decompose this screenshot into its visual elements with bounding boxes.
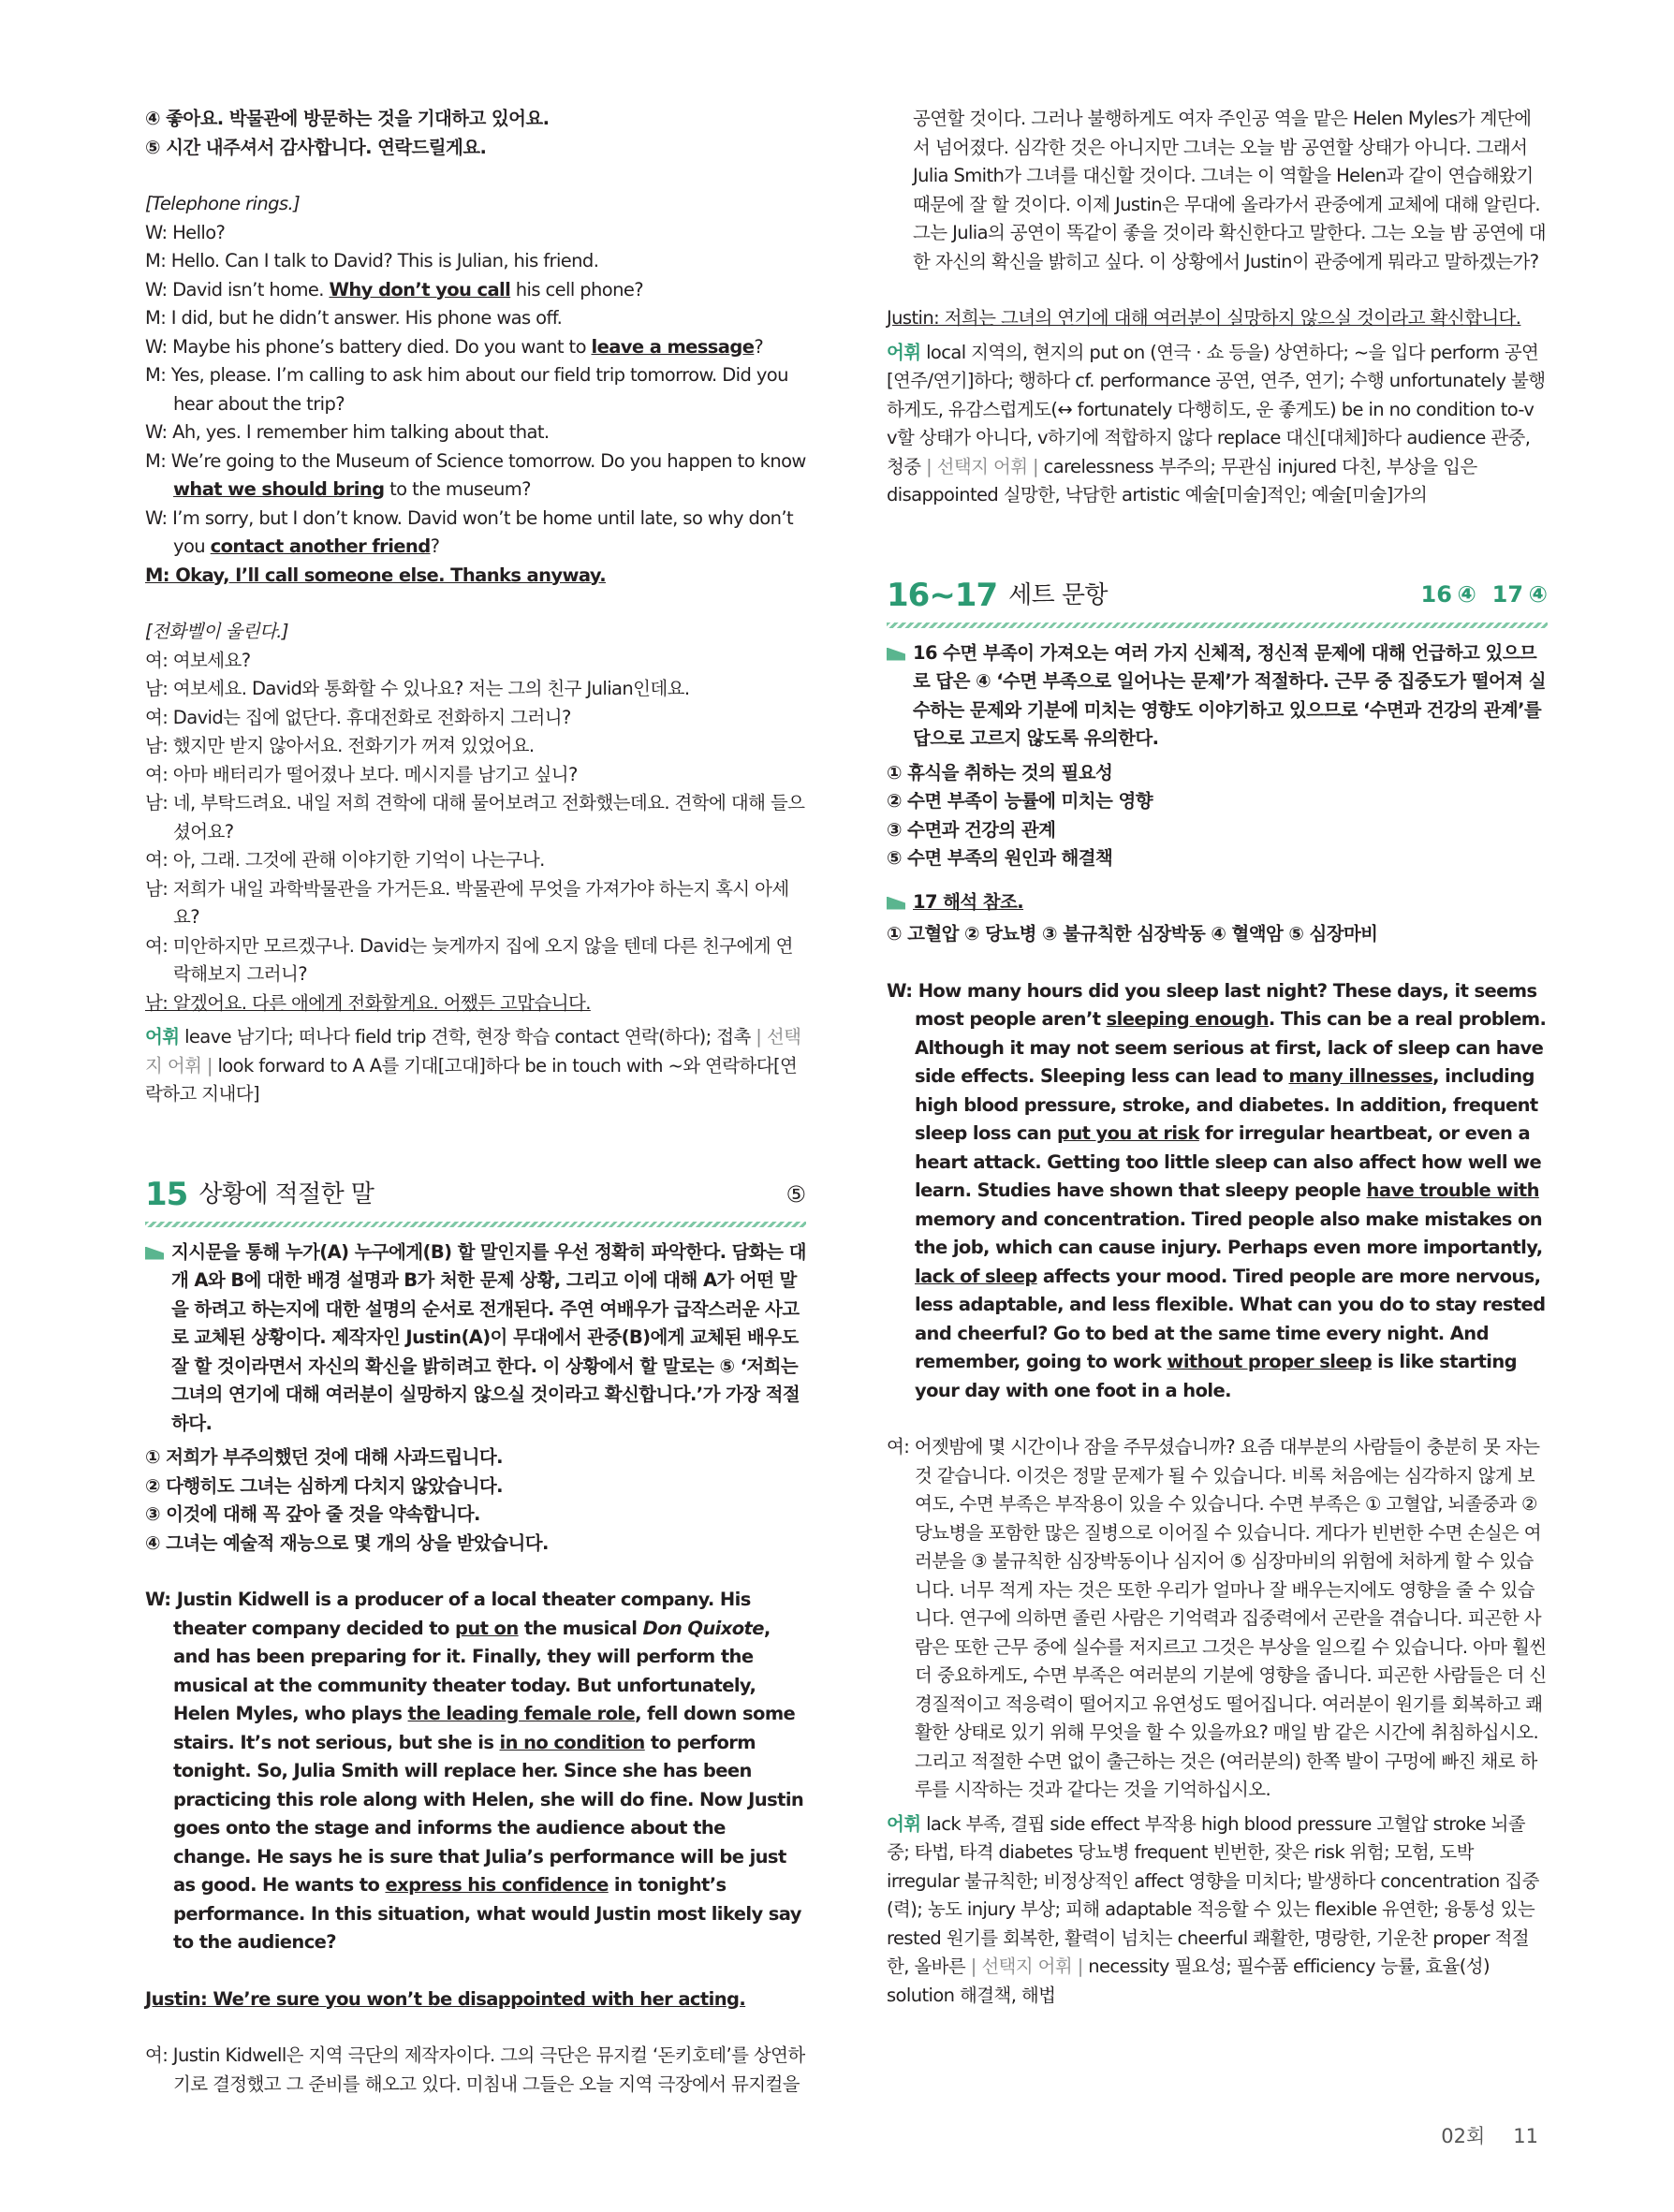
flag-icon: [887, 897, 905, 910]
section-number: 15: [145, 1176, 188, 1214]
translation-15-start: 여: Justin Kidwell은 지역 극단의 제작자이다. 그의 극단은 뮤지컬 ‘돈키호테’를 상연하기로 결정했고 그 준비를 해오고 있다. 미침내 그들은 오늘 지역 극장에서 뮤지컬을: [145, 2044, 805, 2095]
vocab-15: 어휘 local 지역의, 현지의 put on (연극 · 쇼 등을) 상연하다; ~을 입다 perform 공연[연주/연기]하다; 행하다 cf. performance 공연, 연주, 연기; 수행 unfortunately 불행하게도, 유감스럽게도(↔ fortunately 다행히도, 운 좋게도) be in no condition to-v v할 상태가 아니다, v하기에 적합하지 않다 replace 대신[대체]하다 audience 관중, 청중 | 선택지 어휘 | carelessness 부주의; 무관심 injured 다친, 부상을 입은 disappointed 실망한, 낙담한 artistic 예술[미술]적인; 예술[미술]가의: [887, 341, 1546, 505]
vocab-16-17: 어휘 lack 부족, 결핍 side effect 부작용 high blood pressure 고혈압 stroke 뇌졸중; 타법, 타격 diabetes 당뇨병 frequent 빈번한, 잦은 risk 위험; 모험, 도박 irregular 불규칙한; 비정상적인 affect 영향을 미치다; 발생하다 concentration 집중(력); 농도 injury 부상; 피해 adaptable 적응할 수 있는 flexible 유연한; 융통성 있는 rested 원기를 회복한, 활력이 넘치는 cheerful 쾌활한, 명랑한, 기운찬 proper 적절한, 올바른 | 선택지 어휘 | necessity 필요성; 필수품 efficiency 능률, 효율(성) solution 해결책, 해법: [887, 1812, 1539, 2006]
options-15: ① 저희가 부주의했던 것에 대해 사과드립니다. ② 다행히도 그녀는 심하게 다치지 않았습니다. ③ 이것에 대해 꼭 갚아 줄 것을 약속합니다. ④ 그녀는 예술적 재능으로 몇 개의 상을 받았습니다.: [145, 1446, 549, 1554]
explanation-15: 지시문을 통해 누가(A) 누구에게(B) 할 말인지를 우선 정확히 파악한다. 담화는 대개 A와 B에 대한 배경 설명과 B가 처한 문제 상황, 그리고 이에 대해 A가 어떤 말을 하려고 하는지에 대한 설명의 순서로 전개된다. 주연 여배우가 급작스러운 사고로 교체된 상황이다. 제작자인 Justin(A)이 무대에서 관중(B)에게 교체된 배우도 잘 할 것이라면서 자신의 확신을 밝히려고 한다. 이 상황에서 할 말로는 ⑤ ‘저희는 그녀의 연기에 대해 여러분이 실망하지 않으실 것이라고 확신합니다.’가 가장 적절하다.: [145, 1238, 806, 1439]
options-16: ① 휴식을 취하는 것의 필요성 ② 수면 부족이 능률에 미치는 영향 ③ 수면과 건강의 관계 ⑤ 수면 부족의 원인과 해결책: [887, 761, 1153, 869]
section-title: 세트 문항: [1008, 581, 1108, 610]
section-number: 16~17: [887, 577, 998, 615]
wavy-divider: [145, 1222, 806, 1227]
vocab-14: 어휘 leave 남기다; 떠나다 field trip 견학, 현장 학습 contact 연락(하다); 접촉 | 선택지 어휘 | look forward to A A를 기대[고대]하다 be in touch with ~와 연락하다[연락하고 지내다]: [145, 1026, 801, 1105]
option-5: ⑤ 시간 내주셔서 감사합니다. 연락드릴게요.: [145, 136, 487, 158]
section-answer: ⑤: [786, 1181, 806, 1209]
section-16-17-header: [887, 576, 1548, 617]
flag-icon: [145, 1247, 164, 1260]
explanation-17: 17 해석 참조.: [887, 888, 1548, 917]
translation-15-cont: 공연할 것이다. 그러나 불행하게도 여자 주인공 역을 맡은 Helen Myles가 계단에서 넘어졌다. 심각한 것은 아니지만 그녀는 오늘 밤 공연할 상태가 아니다. 그래서 Julia Smith가 그녀를 대신할 것이다. 그녀는 이 역할을 Helen과 같이 연습해왔기 때문에 잘 할 것이다. 이제 Justin은 무대에 올라가서 관중에게 교체에 대해 알린다. 그는 Julia의 공연이 똑같이 좋을 것이라 확신한다고 말한다. 그는 오늘 밤 공연에 대한 자신의 확신을 밝히고 싶다. 이 상황에서 Justin이 관중에게 뭐라고 말하겠는가?: [913, 108, 1547, 272]
script-15: W: Justin Kidwell is a producer of a local theater company. His theater company decided to put on the musical Don Quixote, and has been preparing for it. Finally, they will perform the musical at the community theater today. But unfortunately, Helen Myles, who plays the leading female role, fell down some stairs. It’s not serious, but she is in no condition to perform tonight. So, Julia Smith will replace her. Since she has been practicing this role along with Helen, she will do fine. Now Justin goes onto the stage and informs the audience about the change. He says he is sure that Julia’s performance will be just as good. He wants to express his confidence in tonight’s performance. In this situation, what would Justin most likely say to the audience?: [145, 1589, 804, 1953]
option-4: ④ 좋아요. 박물관에 방문하는 것을 기대하고 있어요.: [145, 108, 550, 129]
flag-icon: [887, 648, 905, 661]
justin-line-kr: Justin: 저희는 그녀의 연기에 대해 여러분이 실망하지 않으실 것이라고 확신합니다.: [887, 307, 1521, 329]
right-column: [887, 105, 1548, 2010]
chapter-label: 02회: [1441, 2125, 1486, 2147]
script-14: W: Hello? M: Hello. Can I talk to David? This is Julian, his friend. W: David isn’t home. Why don’t you call his cell phone? M: I did, but he didn’t answer. His phone was off. W: Maybe his phone’s battery died. Do you want to leave a message? M: Yes, please. I’m calling to ask him about our field trip tomorrow. Did you hear about the trip? W: Ah, yes. I remember him talking about that. M: We’re going to the Museum of Science tomorrow. Do you happen to know what we should bring to the museum? W: I’m sorry, but I don’t know. David won’t be home until late, so why don’t you contact another friend? M: Okay, I’ll call someone else. Thanks anyway.: [145, 221, 806, 586]
section-answers: 16 ④ 17 ④: [1420, 581, 1548, 608]
wavy-divider: [887, 623, 1548, 628]
translation-14: 여: 여보세요? 남: 여보세요. David와 통화할 수 있나요? 저는 그의 친구 Julian인데요. 여: David는 집에 없단다. 휴대전화로 전화하지 그러니? 남: 했지만 받지 않아서요. 전화기가 꺼져 있었어요. 여: 아마 배터리가 떨어졌나 보다. 메시지를 남기고 싶니? 남: 네, 부탁드려요. 내일 저희 견학에 대해 물어보려고 전화했는데요. 견학에 대해 들으셨어요? 여: 아, 그래. 그것에 관해 이야기한 기억이 나는구나. 남: 저희가 내일 과학박물관을 가거든요. 박물관에 무엇을 가져가야 하는지 혹시 아세요? 여: 미안하지만 모르겠구나. David는 늦게까지 집에 오지 않을 텐데 다른 친구에게 연락해보지 그러니? 남: 알겠어요. 다른 애에게 전화할게요. 어쨌든 고맙습니다.: [145, 649, 805, 1014]
translation-16-17: 여: 어젯밤에 몇 시간이나 잠을 주무셨습니까? 요즘 대부분의 사람들이 충분히 못 자는 것 같습니다. 이것은 정말 문제가 될 수 있습니다. 비록 처음에는 심각하지 않게 보여도, 수면 부족은 부작용이 있을 수 있습니다. 수면 부족은 ① 고혈압, 뇌졸중과 ② 당뇨병을 포함한 많은 질병으로 이어질 수 있습니다. 게다가 빈번한 수면 손실은 여러분을 ③ 불규칙한 심장박동이나 심지어 ⑤ 심장마비의 위험에 처하게 할 수 있습니다. 너무 적게 자는 것은 또한 우리가 얼마나 잘 배우는지에도 영향을 줄 수 있습니다. 연구에 의하면 졸린 사람은 기억력과 집중력에서 곤란을 겪습니다. 피곤한 사람은 또한 근무 중에 실수를 저지르고 그것은 부상을 일으킬 수 있습니다. 아마 훨씬 더 중요하게도, 수면 부족은 여러분의 기분에 영향을 줍니다. 피곤한 사람들은 더 신경질적이고 적응력이 떨어지고 유연성도 떨어집니다. 여러분이 원기를 회복하고 쾌활한 상태로 있기 위해 무엇을 할 수 있을까요? 매일 밤 같은 시간에 취침하십시오. 그리고 적절한 수면 없이 출근하는 것은 (여러분의) 한쪽 발이 구멍에 빠진 채로 하루를 시작하는 것과 같다는 것을 기억하십시오.: [887, 1436, 1547, 1800]
stage-direction: [Telephone rings.]: [145, 193, 301, 214]
left-column: [145, 105, 806, 2099]
stage-direction-kr: [전화벨이 울린다.]: [145, 621, 288, 642]
script-16-17: W: How many hours did you sleep last night? These days, it seems most people aren’t sleeping enough. This can be a real problem. Although it may not seem serious at first, lack of sleep can have side effects. Sleeping less can lead to many illnesses, including high blood pressure, stroke, and diabetes. In addition, frequent sleep loss can put you at risk for irregular heartbeat, or even a heart attack. Getting too little sleep can also affect how well we learn. Studies have shown that sleepy people have trouble with memory and concentration. Tired people also make mistakes on the job, which can cause injury. Perhaps even more importantly, lack of sleep affects your mood. Tired people are more nervous, less adaptable, and less flexible. What can you do to stay rested and cheerful? Go to bed at the same time every night. And remember, going to work without proper sleep is like starting your day with one foot in a hole.: [887, 979, 1547, 1401]
explanation-16: 16 수면 부족이 가져오는 여러 가지 신체적, 정신적 문제에 대해 언급하고 있으므로 답은 ④ ‘수면 부족으로 일어나는 문제’가 적절하다. 근무 중 집중도가 떨어져 실수하는 문제와 기분에 미치는 영향도 이야기하고 있으므로 ‘수면과 건강의 관계’를 답으로 고르지 않도록 유의한다.: [887, 639, 1548, 754]
page-footer: [1413, 2121, 1538, 2149]
page-number: 11: [1513, 2125, 1538, 2147]
section-15-header: [145, 1175, 806, 1216]
section-title: 상황에 적절한 말: [198, 1180, 374, 1209]
options-17: ① 고혈압 ② 당뇨병 ③ 불규칙한 심장박동 ④ 혈액암 ⑤ 심장마비: [887, 923, 1378, 945]
justin-line: Justin: We’re sure you won’t be disappointed with her acting.: [145, 1987, 746, 2010]
